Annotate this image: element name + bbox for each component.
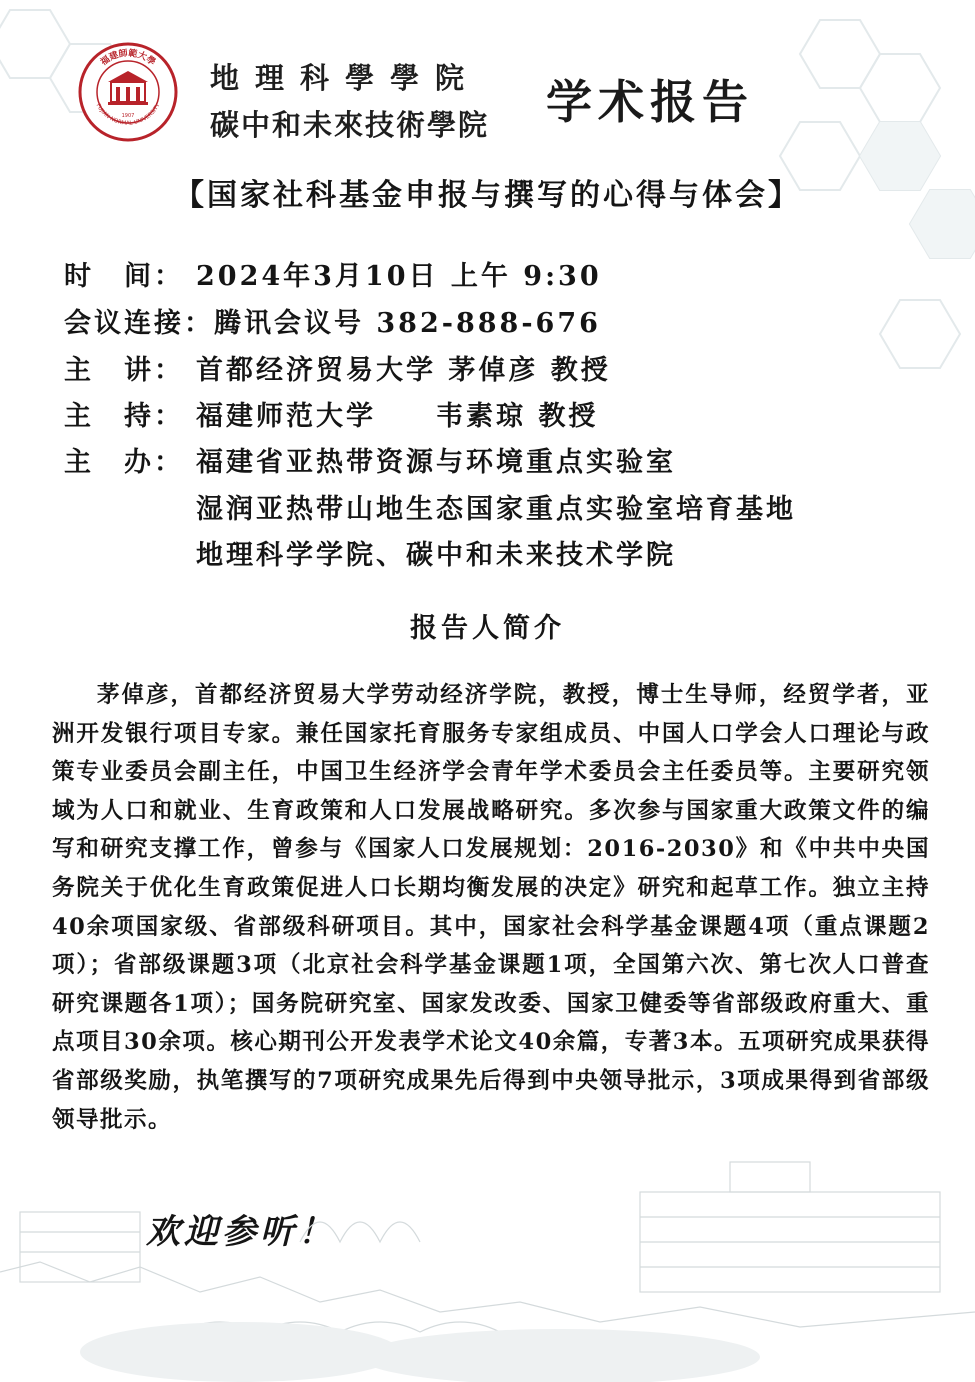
- organizer-1: 福建省亚热带资源与环境重点实验室: [196, 447, 676, 478]
- report-heading: 学术报告: [546, 75, 754, 129]
- meeting-label: 会议连接：: [64, 308, 214, 339]
- speaker-value: 首都经济贸易大学 茅倬彦 教授: [196, 355, 611, 386]
- host-row: [64, 394, 598, 433]
- meeting-value: 腾讯会议号 382-888-676: [214, 308, 601, 339]
- college-name-line2: 碳中和未來技術學院: [210, 108, 490, 142]
- host-value: 福建师范大学 韦素琼 教授: [196, 401, 599, 432]
- campus-sketch-illustration: [0, 1152, 975, 1382]
- college-name-line1: 地理科學學院: [210, 61, 481, 95]
- report-topic-title: 【国家社科基金申报与撰写的心得与体会】: [174, 178, 801, 213]
- host-label: 主 持：: [64, 401, 184, 432]
- organizer-3: 地理科学学院、碳中和未来技术学院: [196, 540, 676, 571]
- university-seal-logo: [78, 42, 178, 142]
- speaker-bio-title: 报告人简介: [410, 613, 565, 644]
- time-value: 2024年3月10日 上午 9:30: [196, 261, 602, 292]
- organizer-label: 主 办：: [64, 447, 184, 478]
- speaker-label: 主 讲：: [64, 355, 184, 386]
- svg-text:1907: 1907: [121, 113, 135, 119]
- meeting-row: [64, 301, 601, 340]
- organizer-row: [64, 440, 676, 479]
- speaker-bio-text: 茅倬彦，首都经济贸易大学劳动经济学院，教授，博士生导师，经贸学者，亚洲开发银行项目专家。兼任国家托育服务专家组成员、中国人口学会人口理论与政策专业委员会副主任，中国卫生经济学会青年学术委员会主任委员等。主要研究领域为人口和就业、生育政策和人口发展战略研究。多次参与国家重大政策文件的编写和研究支撑工作，曾参与《国家人口发展规划：2016-2030》和《中共中央国务院关于优化生育政策促进人口长期均衡发展的决定》研究和起草工作。独立主持40余项国家级、省部级科研项目。其中，国家社会科学基金课题4项（重点课题2项）；省部级课题3项（北京社会科学基金课题1项，全国第六次、第七次人口普查研究课题各1项）；国务院研究室、国家发改委、国家卫健委等省部级政府重大、重点项目30余项。核心期刊公开发表学术论文40余篇，专著3本。五项研究成果获得省部级奖励，执笔撰写的7项研究成果先后得到中央领导批示，3项成果得到省部级领导批示。: [52, 682, 930, 1133]
- organizer-2: 湿润亚热带山地生态国家重点实验室培育基地: [196, 494, 796, 525]
- welcome-message: 欢迎参听！: [146, 1212, 336, 1252]
- svg-text:福建師範大學: 福建師範大學: [99, 48, 157, 68]
- speaker-row: [64, 348, 611, 387]
- time-label: 时 间：: [64, 261, 184, 292]
- time-row: [64, 254, 602, 293]
- svg-text:FUJIAN NORMAL UNIVERSITY: FUJIAN NORMAL UNIVERSITY: [94, 102, 162, 127]
